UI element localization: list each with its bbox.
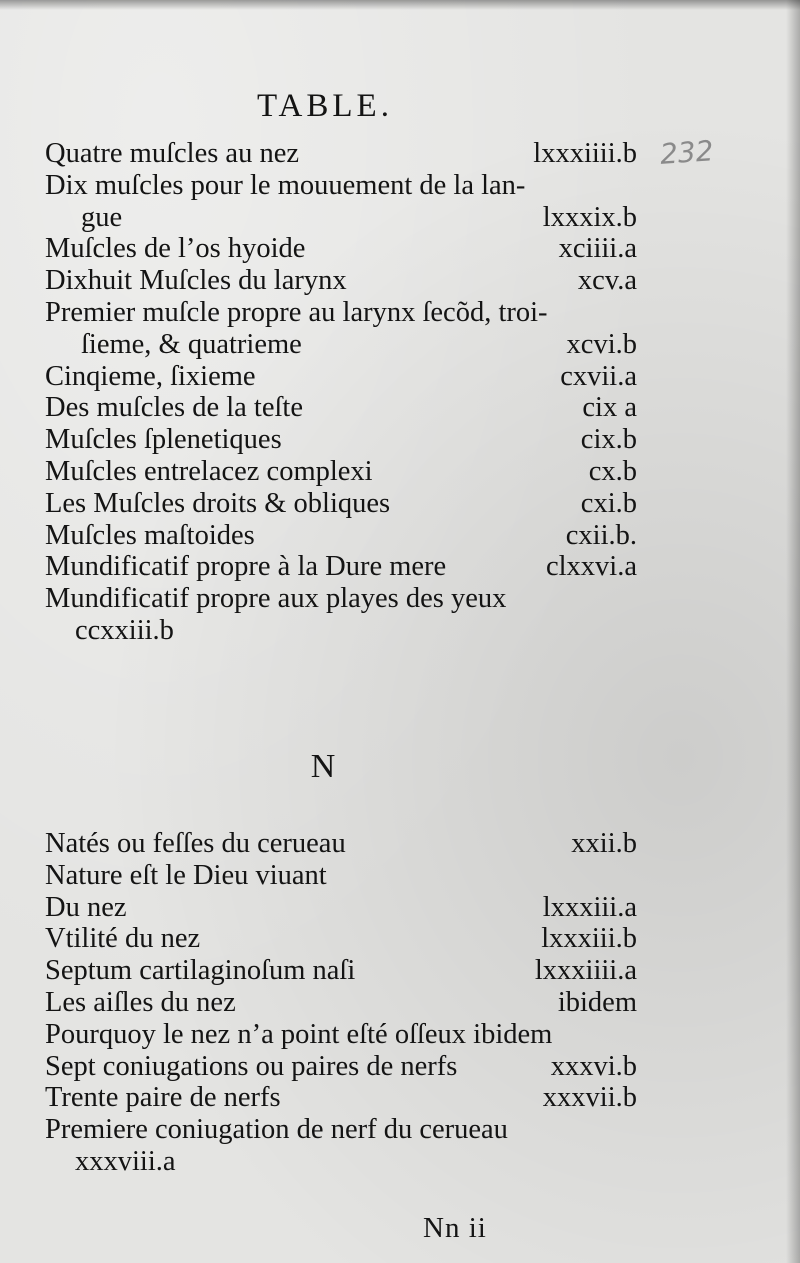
index-entry: [45, 955, 637, 987]
entry-folio-ref: cxi.b: [580, 487, 637, 519]
entry-folio-ref: xciiii.a: [558, 233, 637, 265]
entry-text: Dix muſcles pour le mouuement de la lan-: [45, 169, 526, 201]
entry-text: Pourquoy le nez n’a point eſté oſſeux ibidem: [45, 1018, 553, 1050]
entry-folio-ref: cix a: [582, 392, 637, 424]
entry-folio-ref: ccxxiii.b: [75, 614, 174, 646]
entry-folio-ref: xxxvi.b: [550, 1050, 637, 1082]
index-entry: [45, 392, 637, 424]
entry-text: Vtilité du nez: [45, 923, 201, 955]
entry-folio-ref: xxxviii.a: [75, 1145, 176, 1177]
page-top-shadow: [0, 0, 800, 10]
index-entry: [45, 923, 637, 955]
entry-text: Natés ou feſſes du cerueau: [45, 828, 346, 859]
entry-text: Premiere coniugation de nerf du cerueau: [45, 1114, 508, 1146]
entry-folio-ref: lxxxiii.a: [542, 891, 637, 923]
entry-text: Muſcles de l’os hyoide: [45, 233, 306, 265]
page-signature: Nn ii: [423, 1212, 487, 1244]
entry-list-m: [45, 138, 637, 647]
index-entry: [45, 1019, 637, 1051]
entry-text: Muſcles ſplenetiques: [45, 424, 282, 456]
entry-text: Mundificatif propre aux playes des yeux: [45, 583, 507, 615]
entry-text: Cinqieme, ſixieme: [45, 360, 256, 392]
entry-text: Muſcles entrelacez complexi: [45, 455, 373, 487]
index-entry: [45, 987, 637, 1019]
entry-text: Trente paire de nerfs: [45, 1082, 281, 1114]
index-entry: [45, 1114, 637, 1146]
entry-text: Les aiſles du nez: [45, 986, 236, 1018]
entry-text: Mundificatif propre à la Dure mere: [45, 551, 447, 583]
index-entry: [45, 488, 637, 520]
pencil-page-note: 232: [658, 134, 715, 171]
entry-text: Du nez: [45, 891, 127, 923]
entry-text: Quatre muſcles au nez: [45, 138, 300, 169]
index-entry: [45, 1051, 637, 1083]
index-entry: [45, 361, 637, 393]
page-right-shadow: [786, 0, 800, 1263]
index-entry: [45, 424, 637, 456]
index-entry: [45, 297, 637, 329]
entry-text: Sept coniugations ou paires de nerfs: [45, 1050, 458, 1082]
entry-text: Premier muſcle propre au larynx ſecõd, troi-: [45, 296, 548, 328]
index-entry: [45, 615, 637, 647]
index-entry: [45, 828, 637, 860]
page-title: TABLE.: [257, 88, 393, 124]
entry-text: Nature eſt le Dieu viuant: [45, 859, 327, 891]
entry-text: Les Muſcles droits & obliques: [45, 487, 391, 519]
entry-text: Muſcles maſtoides: [45, 519, 255, 551]
index-entry: [45, 233, 637, 265]
entry-folio-ref: cix.b: [580, 424, 637, 456]
index-entry: [45, 138, 637, 170]
entry-folio-ref: lxxxiiii.a: [534, 955, 637, 987]
entry-list-n: [45, 828, 637, 1178]
index-entry: [45, 1082, 637, 1114]
entry-text: Dixhuit Muſcles du larynx: [45, 265, 347, 297]
index-entry: [45, 456, 637, 488]
entry-folio-ref: cxii.b.: [565, 519, 637, 551]
index-entry: [45, 265, 637, 297]
index-entry: [45, 329, 637, 361]
entry-folio-ref: lxxxiii.b: [541, 923, 637, 955]
section-heading-n: N: [310, 748, 340, 785]
index-entry: [45, 892, 637, 924]
index-entry: [45, 520, 637, 552]
index-entry: [45, 202, 637, 234]
entry-folio-ref: lxxxiiii.b: [533, 138, 637, 169]
entry-folio-ref: xxxvii.b: [542, 1082, 637, 1114]
index-entry: [45, 860, 637, 892]
entry-folio-ref: ibidem: [557, 986, 637, 1018]
index-entry: [45, 170, 637, 202]
entry-text: ſieme, & quatrieme: [81, 328, 302, 360]
entry-folio-ref: xcvi.b: [566, 328, 637, 360]
entry-folio-ref: xcv.a: [577, 265, 637, 297]
entry-folio-ref: cx.b: [588, 455, 637, 487]
index-entry: [45, 1146, 637, 1178]
entry-folio-ref: clxxvi.a: [545, 551, 637, 583]
entry-folio-ref: xxii.b: [571, 828, 637, 859]
entry-text: Septum cartilaginoſum naſi: [45, 955, 356, 987]
index-entry: [45, 551, 637, 583]
entry-folio-ref: cxvii.a: [560, 360, 637, 392]
index-entry: [45, 583, 637, 615]
entry-folio-ref: lxxxix.b: [542, 201, 637, 233]
entry-text: Des muſcles de la teſte: [45, 392, 303, 424]
entry-text: gue: [81, 201, 123, 233]
